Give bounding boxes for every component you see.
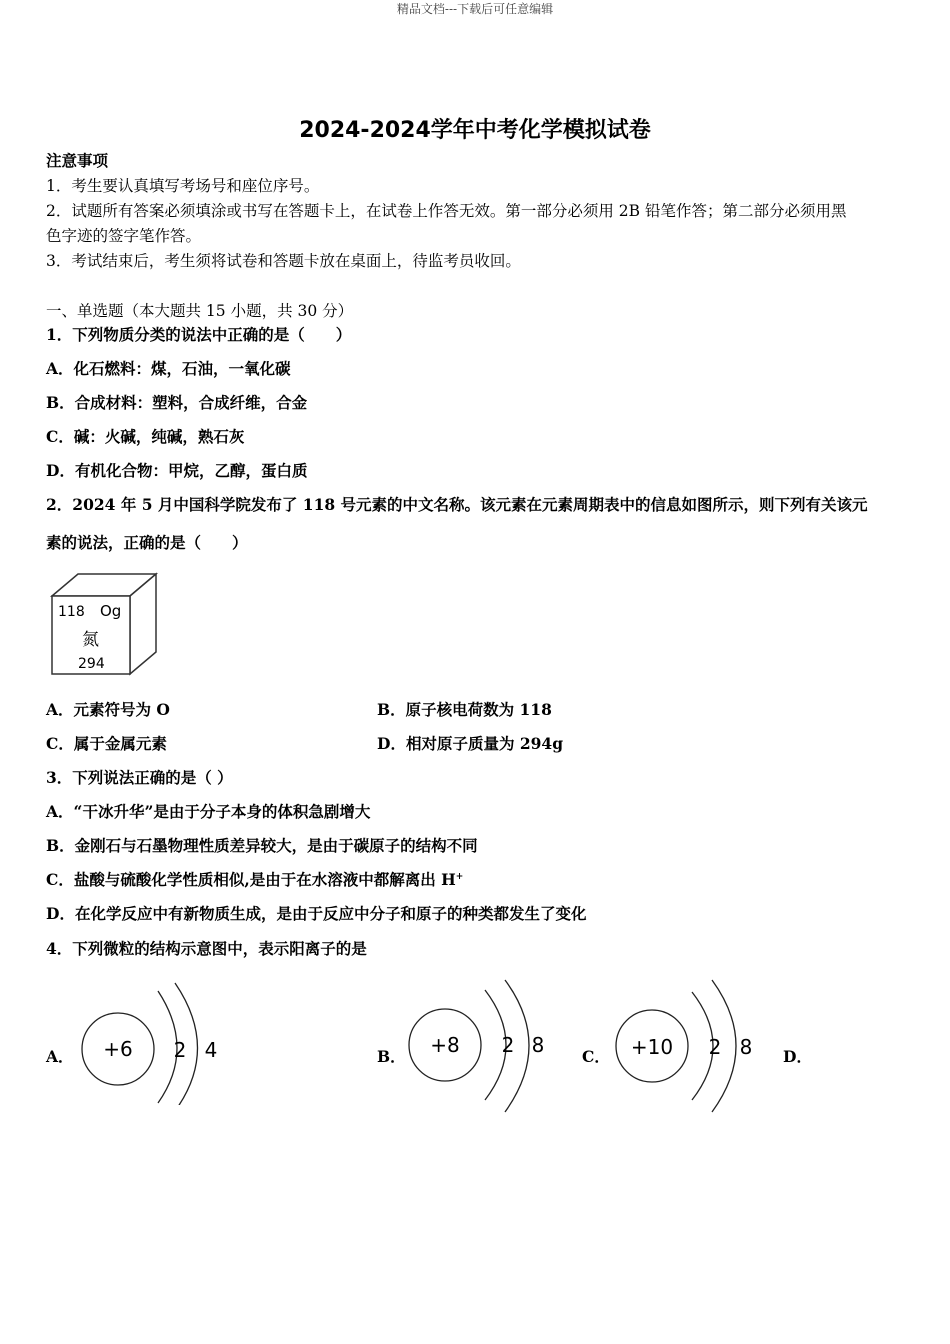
- q3-option-d: D．在化学反应中有新物质生成，是由于反应中分子和原子的种类都发生了变化: [46, 904, 587, 923]
- q1-option-b: B．合成材料：塑料，合成纤维，合金: [46, 393, 308, 412]
- q4-stem: 4．下列微粒的结构示意图中，表示阳离子的是: [46, 939, 367, 958]
- atom-diagram-a: [78, 975, 228, 1105]
- q3-option-a: A．“干冰升华”是由于分子本身的体积急剧增大: [46, 802, 371, 821]
- q1-stem: 1．下列物质分类的说法中正确的是（ ）: [46, 325, 352, 344]
- notice-item-3: 3．考试结束后，考生须将试卷和答题卡放在桌面上，待监考员收回。: [46, 252, 521, 270]
- q3-option-c-text: C．盐酸与硫酸化学性质相似,是由于在水溶液中都解离出 H: [46, 870, 456, 889]
- notice-item-1: 1．考生要认真填写考场号和座位序号。: [46, 177, 320, 195]
- q3-option-c: [46, 869, 463, 891]
- nucleus-c: +10: [630, 1035, 674, 1059]
- element-name: 氮: [82, 630, 99, 650]
- shell-2-c: 8: [739, 1035, 753, 1059]
- q2-stem-line1: 2．2024 年 5 月中国科学院发布了 118 号元素的中文名称。该元素在元素周期表中的信息如图所示，则下列有关该元: [46, 495, 868, 514]
- notice-item-2: 2．试题所有答案必须填涂或书写在答题卡上，在试卷上作答无效。第一部分必须用 2B 铅笔作答；第二部分必须用黑: [46, 202, 847, 220]
- q2-option-c: C．属于金属元素: [46, 734, 167, 753]
- q1-option-d: D．有机化合物：甲烷，乙醇，蛋白质: [46, 461, 308, 480]
- q1-option-c: C．碱：火碱，纯碱，熟石灰: [46, 427, 245, 446]
- q3-stem: 3．下列说法正确的是（ ）: [46, 768, 233, 787]
- q4-option-a-label: A．: [46, 1047, 74, 1066]
- shell-1-a: 2: [173, 1038, 187, 1062]
- shell-2-a: 4: [204, 1038, 218, 1062]
- q1-option-a: A．化石燃料：煤，石油，一氧化碳: [46, 359, 291, 378]
- notice-item-2-cont: 色字迹的签字笔作答。: [46, 227, 202, 245]
- element-number: 118: [58, 604, 85, 620]
- nucleus-a: +6: [103, 1037, 133, 1061]
- q3-option-b: B．金刚石与石墨物理性质差异较大，是由于碳原子的结构不同: [46, 836, 478, 855]
- q3-option-c-superscript: +: [455, 871, 464, 882]
- element-symbol: Og: [100, 602, 122, 620]
- q2-stem-line2: 素的说法，正确的是（ ）: [46, 533, 248, 552]
- page-title: 2024-2024学年中考化学模拟试卷: [299, 118, 651, 143]
- q2-option-b: B．原子核电荷数为 118: [377, 700, 552, 719]
- shell-2-b: 8: [531, 1033, 545, 1057]
- q2-option-a: A．元素符号为 O: [46, 700, 170, 719]
- q4-option-d-label: D．: [783, 1047, 812, 1066]
- shell-1-b: 2: [501, 1033, 515, 1057]
- atom-diagram-b: [405, 970, 565, 1120]
- q4-option-c-label: C．: [582, 1047, 610, 1066]
- shell-1-c: 2: [708, 1035, 722, 1059]
- page-header: 精品文档---下载后可任意编辑: [396, 2, 554, 16]
- atom-diagram-c: [612, 970, 762, 1120]
- element-mass: 294: [78, 656, 105, 672]
- q2-option-d: D．相对原子质量为 294g: [377, 734, 564, 753]
- section-heading: 一、单选题（本大题共 15 小题，共 30 分）: [46, 302, 354, 320]
- q4-option-b-label: B．: [377, 1047, 406, 1066]
- nucleus-b: +8: [430, 1033, 460, 1057]
- notice-heading: 注意事项: [46, 151, 109, 170]
- element-cell-figure: [48, 570, 160, 680]
